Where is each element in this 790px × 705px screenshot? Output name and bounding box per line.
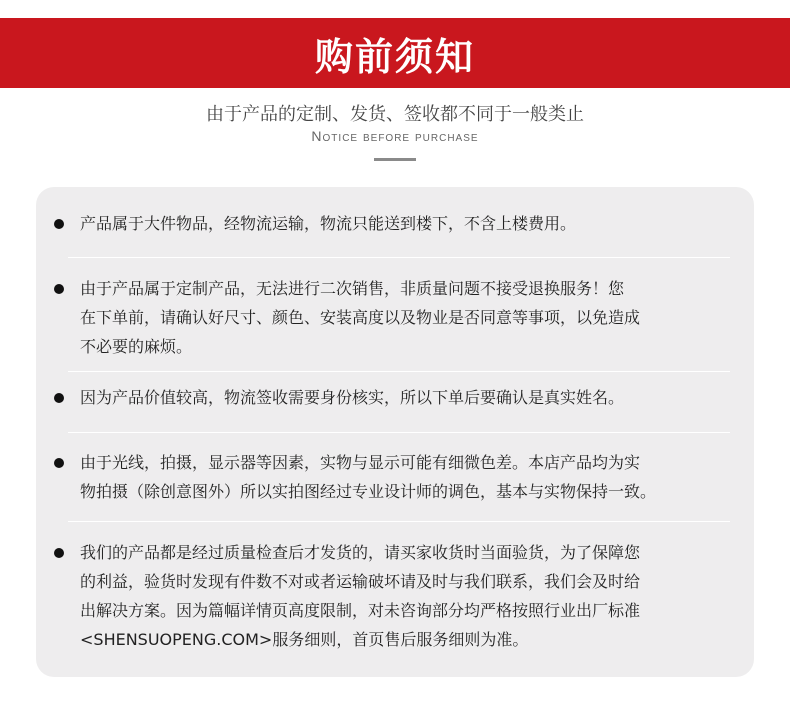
- notice-item: [54, 383, 744, 412]
- subtitle: 由于产品的定制、发货、签收都不同于一般类止: [206, 104, 584, 125]
- bullet-icon: [54, 458, 64, 468]
- notice-text: 产品属于大件物品，经物流运输，物流只能送到楼下，不含上楼费用。: [80, 214, 577, 233]
- bullet-icon: [54, 548, 64, 558]
- notice-item: [54, 538, 744, 654]
- divider: [68, 371, 730, 372]
- page-title: 购前须知: [314, 34, 475, 79]
- notice-panel: [36, 187, 754, 677]
- accent-divider: [374, 158, 416, 161]
- divider: [68, 521, 730, 522]
- notice-text: 我们的产品都是经过质量检查后才发货的，请买家收货时当面验货，为了保障您 的利益，验货时发现有件数不对或者运输破坏请及时与我们联系，我们会及时给 出解决方案。因为篇幅详情页高度限制，对未咨询部分均严格按照行业出厂标准 <SHENSUOPENG.COM>服务细则，首页售后服务细则为准。: [80, 543, 641, 649]
- notice-item: [54, 274, 744, 361]
- divider: [68, 257, 730, 258]
- notice-text: 因为产品价值较高，物流签收需要身份核实，所以下单后要确认是真实姓名。: [80, 388, 625, 407]
- bullet-icon: [54, 284, 64, 294]
- bullet-icon: [54, 219, 64, 229]
- notice-text: 由于产品属于定制产品，无法进行二次销售，非质量问题不接受退换服务！您 在下单前，请确认好尺寸、颜色、安装高度以及物业是否同意等事项，以免造成 不必要的麻烦。: [80, 279, 641, 356]
- notice-item: [54, 209, 744, 238]
- divider: [68, 432, 730, 433]
- subtitle-english: Notice before purchase: [311, 128, 479, 144]
- notice-text: 由于光线，拍摄，显示器等因素，实物与显示可能有细微色差。本店产品均为实 物拍摄（除创意图外）所以实拍图经过专业设计师的调色，基本与实物保持一致。: [80, 453, 657, 501]
- bullet-icon: [54, 393, 64, 403]
- title-banner: [0, 18, 790, 88]
- notice-item: [54, 448, 744, 506]
